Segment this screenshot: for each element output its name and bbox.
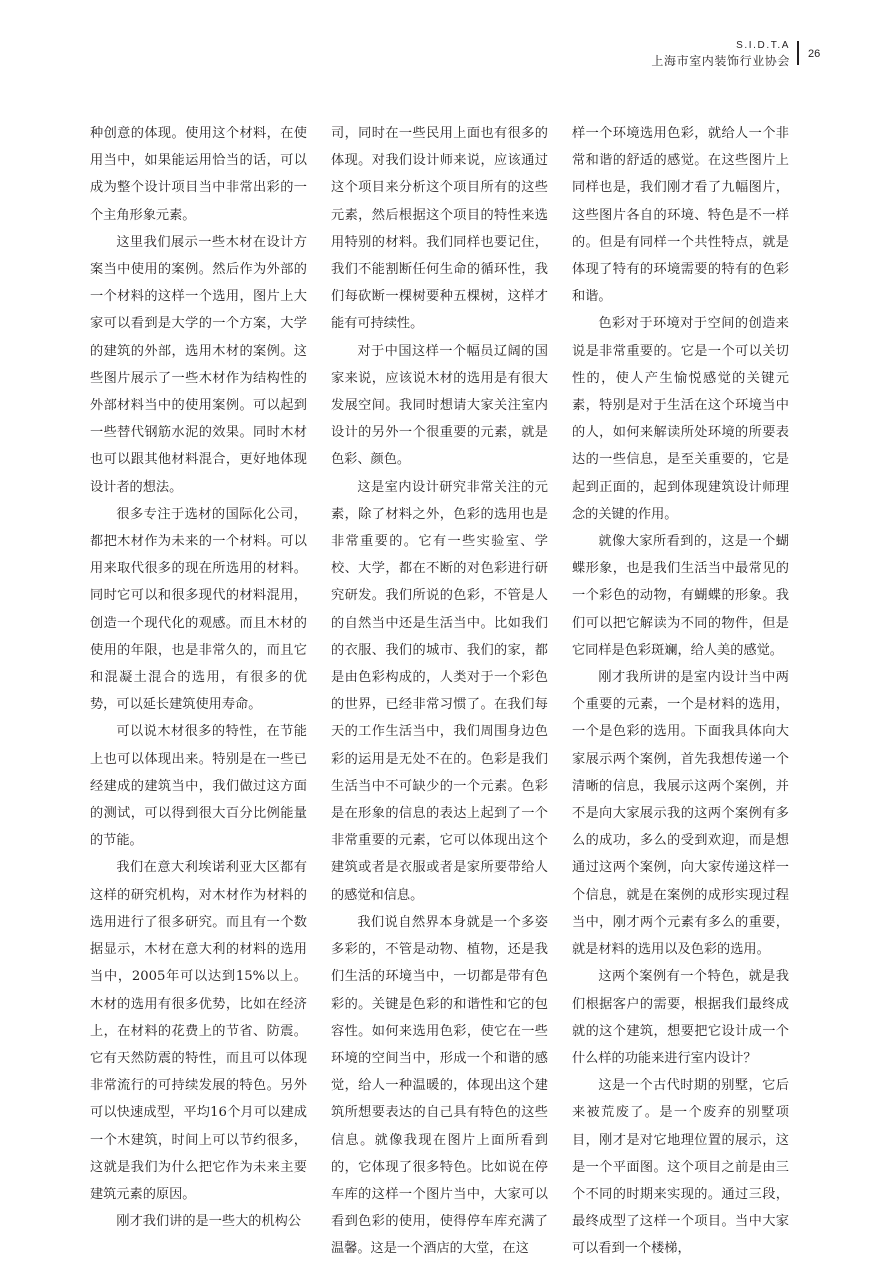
paragraph: 我们说自然界本身就是一个多姿多彩的，不管是动物、植物，还是我们生活的环境当中，一切都是带有色彩的。关键是色彩的和谐性和它的包容性。如何来选用色彩，使它在一些环境的空间当中，形成一个和谐的感觉，给人一种温暖的，体现出这个建筑所想要表达的自己具有特色的这些信息。就像我现在图片上面所看到的，它体现了很多特色。比如说在停车库的这样一个图片当中，大家可以看到色彩的使用，使得停车库充满了温馨。这是一个酒店的大堂，在这 [331, 914, 548, 1257]
paragraph: 刚才我们讲的是一些大的机构公 [116, 1214, 302, 1230]
paragraph: 我们在意大利埃诺利亚大区都有这样的研究机构，对木材作为材料的选用进行了很多研究。而且有一个数据显示，木材在意大利的材料的选用当中，2005年可以达到15%以上。木材的选用有很多优势，比如在经济上，在材料的花费上的节省、防震。它有天然防震的特性，而且可以体现非常流行的可持续发展的特色。另外可以快速成型，平均16个月可以建成一个木建筑，时间上可以节约很多，这就是我们为什么把它作为未来主要建筑元素的原因。 [90, 860, 307, 1202]
header-org-english: S.I.D.T.A [736, 40, 790, 51]
paragraph: 这是一个古代时期的别墅，它后来被荒废了。是一个废弃的别墅项目，刚才是对它地理位置的展示，这是一个平面图。这个项目之前是由三个不同的时期来实现的。通过三段，最终成型了这样一个项目。当中大家可以看到一个楼梯， [572, 1078, 789, 1257]
page-header [0, 40, 884, 70]
paragraph: 刚才我所讲的是室内设计当中两个重要的元素，一个是材料的选用，一个是色彩的选用。下面我具体向大家展示两个案例，首先我想传递一个清晰的信息，我展示这两个案例，并不是向大家展示我的这两个案例有多么的成功，多么的受到欢迎，而是想通过这两个案例，向大家传递这样一个信息，就是在案例的成形实现过程当中，刚才两个元素有多么的重要，就是材料的选用以及色彩的选用。 [572, 670, 789, 958]
paragraph: 对于中国这样一个幅员辽阔的国家来说，应该说木材的选用是有很大发展空间。我同时想请大家关注室内设计的另外一个很重要的元素，就是色彩、颜色。 [331, 343, 548, 468]
paragraph: 色彩对于环境对于空间的创造来说是非常重要的。它是一个可以关切性的，使人产生愉悦感觉的关键元素，特别是对于生活在这个环境当中的人，如何来解读所处环境的所要表达的一些信息，是至关重要的，它是起到正面的，起到体现建筑设计师理念的关键的作用。 [572, 316, 789, 522]
paragraph: 很多专注于选材的国际化公司，都把木材作为未来的一个材料。可以用来取代很多的现在所选用的材料。同时它可以和很多现代的材料混用，创造一个现代化的观感。而且木材的使用的年限，也是非常久的，而且它和混凝土混合的选用，有很多的优势，可以延长建筑使用寿命。 [90, 506, 307, 713]
paragraph: 可以说木材很多的特性，在节能上也可以体现出来。特别是在一些已经建成的建筑当中，我们做过这方面的测试，可以得到很大百分比例能量的节能。 [90, 724, 307, 849]
paragraph: 种创意的体现。使用这个材料，在使用当中，如果能运用恰当的话，可以成为整个设计项目当中非常出彩的一个主角形象元素。 [90, 126, 307, 223]
text-column-3 [572, 120, 789, 1263]
text-column-1 [90, 120, 307, 1235]
paragraph: 这两个案例有一个特色，就是我们根据客户的需要，根据我们最终成就的这个建筑，想要把它设计成一个什么样的功能来进行室内设计？ [572, 969, 789, 1066]
header-divider [797, 41, 799, 65]
paragraph: 样一个环境选用色彩，就给人一个非常和谐的舒适的感觉。在这些图片上同样也是，我们刚才看了九幅图片，这些图片各自的环境、特色是不一样的。但是有同样一个共性特点，就是体现了特有的环境需要的特有的色彩和谐。 [572, 126, 789, 305]
header-org-chinese: 上海市室内装饰行业协会 [651, 54, 790, 68]
paragraph: 司，同时在一些民用上面也有很多的体现。对我们设计师来说，应该通过这个项目来分析这个项目所有的这些元素，然后根据这个项目的特性来选用特别的材料。我们同样也要记住，我们不能割断任何生命的循环性，我们每砍断一棵树要种五棵树，这样才能有可持续性。 [331, 126, 548, 332]
paragraph: 这是室内设计研究非常关注的元素，除了材料之外，色彩的选用也是非常重要的。它有一些实验室、学校、大学，都在不断的对色彩进行研究研发。我们所说的色彩，不管是人的自然当中还是生活当中。比如我们的衣服、我们的城市、我们的家，都是由色彩构成的，人类对于一个彩色的世界，已经非常习惯了。在我们每天的工作生活当中，我们周围身边色彩的运用是无处不在的。色彩是我们生活当中不可缺少的一个元素。色彩是在形象的信息的表达上起到了一个非常重要的元素，它可以体现出这个建筑或者是衣服或者是家所要带给人的感觉和信息。 [331, 479, 548, 903]
text-column-2 [331, 120, 548, 1263]
paragraph: 就像大家所看到的，这是一个蝴蝶形象，也是我们生活当中最常见的一个彩色的动物，有蝴蝶的形象。我们可以把它解读为不同的物件，但是它同样是色彩斑斓，给人美的感觉。 [572, 534, 789, 658]
paragraph: 这里我们展示一些木材在设计方案当中使用的案例。然后作为外部的一个材料的这样一个选用，图片上大家可以看到是大学的一个方案，大学的建筑的外部，选用木材的案例。这些图片展示了一些木材作为结构性的外部材料当中的使用案例。可以起到一些替代钢筋水泥的效果。同时木材也可以跟其他材料混合，更好地体现设计者的想法。 [90, 234, 307, 495]
page-number: 26 [808, 48, 821, 60]
